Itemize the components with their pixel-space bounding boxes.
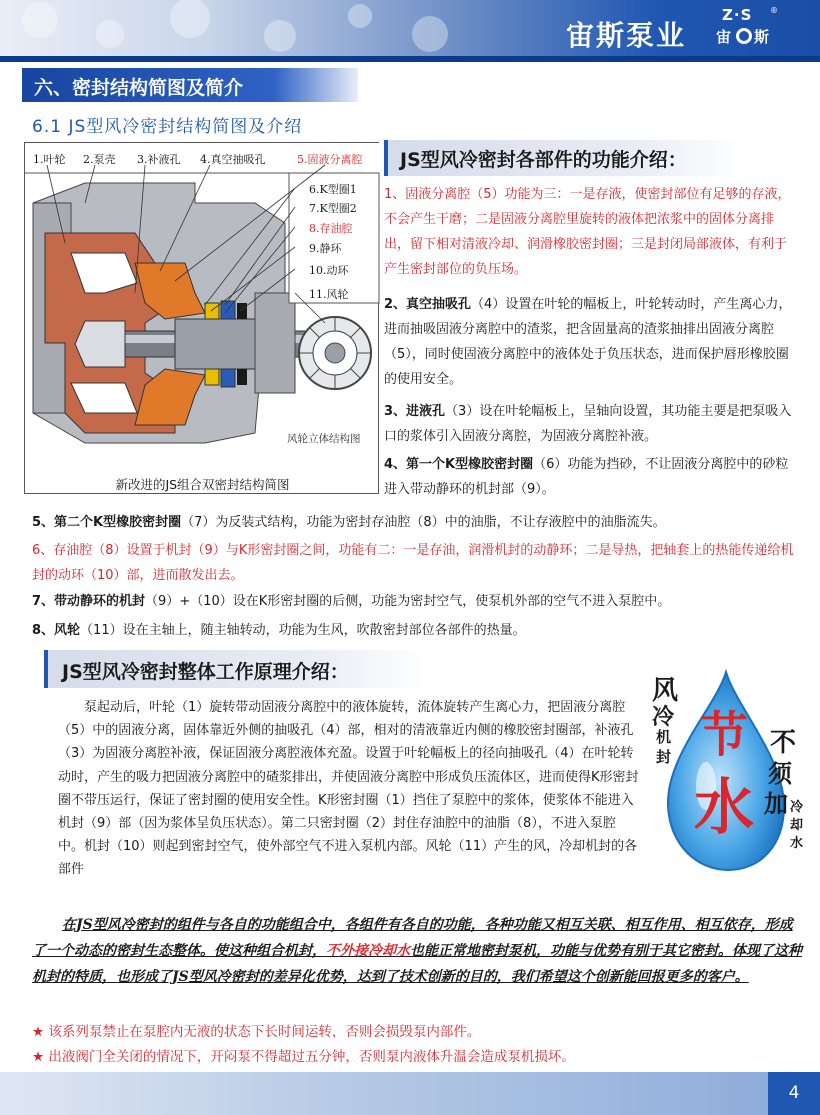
brand-name: 宙斯泵业	[566, 19, 687, 52]
label-oil-chamber: 8.存油腔	[309, 222, 353, 235]
subsection-title: 6.1 JS型风冷密封结构简图及介绍	[32, 117, 303, 137]
function-heading-5: 5、第二个K型橡胶密封圈	[32, 515, 182, 530]
label-solid-liquid-chamber: 5.固液分离腔	[297, 153, 363, 166]
work-principle-body: 泵起动后，叶轮（1）旋转带动固液分离腔中的液体旋转，流体旋转产生离心力，把固液分离腔（5）中的固液分离，固体靠近外侧的抽吸孔（4）部，相对的清液靠近内侧的橡胶密封圈部，补液孔（3）为固液分离腔补液，保证固液分离腔液体充盈。设置于叶轮幅板上的径向抽吸孔（4）在叶轮转动时，产生的吸力把固液分离腔中的碴浆排出，并使固液分离腔中形成负压流体区，进而使得K形密封圈不带压运行，保证了密封圈的使用安全性。K形密封圈（1）挡住了泵腔中的浆体，使浆体不能进入机封（9）部（因为浆体呈负压状态）。第二只密封圈（2）封住存油腔中的油脂（8），不进入泵腔中。机封（10）则起到密封空气，使外部空气不进入泵机内部。风轮（11）产生的风，冷却机封的各部件	[58, 700, 639, 878]
label-impeller: 1.叶轮	[33, 153, 66, 166]
drop-text-cool-2: 却	[790, 818, 804, 833]
function-paragraph-7	[32, 589, 802, 614]
functions-title: JS型风冷密封各部件的功能介绍：	[384, 140, 744, 176]
summary-paragraph	[32, 912, 802, 990]
summary-part-2: 也能正常地密封泵机，功能与优势有别于其它密封。体现了这种机封的特质，也形成了JS型风冷密封的差异化优势，达到了技术创新的目的，我们希望这个创新能回报更多的客户。	[32, 943, 802, 985]
section-title: 六、密封结构简图及简介	[22, 68, 358, 102]
warning-2: ★ 出液阀门全关闭的情况下，开闷泵不得超过五分钟，否则泵内液体升温会造成泵机损坏。	[32, 1049, 575, 1065]
function-paragraph-4	[384, 452, 794, 502]
drop-text-mech-2: 封	[656, 748, 672, 766]
function-paragraph-3	[384, 399, 794, 449]
label-static-ring: 9.静环	[309, 242, 342, 255]
header-stripe	[0, 56, 820, 62]
function-body-5: （7）为反装式结构，功能为密封存油腔（8）中的油脂，不让存液腔中的油脂流失。	[181, 515, 666, 530]
function-body-3: （3）设在叶轮幅板上，呈轴向设置，其功能主要是把泵吸入口的浆体引入固液分离腔，为固液分离腔补液。	[384, 404, 792, 444]
label-fan-wheel: 11.风轮	[309, 288, 349, 301]
label-fill-hole: 3.补液孔	[137, 153, 181, 166]
seal-structure-diagram	[24, 142, 379, 494]
function-body-2: （4）设置在叶轮的幅板上，叶轮转动时，产生离心力，进而抽吸固液分离腔中的渣浆，把含固量高的渣浆抽排出固液分离腔（5），同时使固液分离腔中的液体处于负压状态，进而保护唇形橡胶圈的使用安全。	[384, 297, 792, 387]
label-k-ring-1: 6.K型圈1	[309, 183, 357, 196]
label-dynamic-ring: 10.动环	[309, 264, 349, 277]
diagram-caption: 新改进的JS组合双密封结构简图	[115, 477, 290, 492]
function-heading-4: 4、第一个K型橡胶密封圈	[384, 457, 534, 472]
logo-registered-mark: ®	[770, 6, 778, 15]
function-body-8: （11）设在主轴上，随主轴转动，功能为生风，吹散密封部位各部件的热量。	[80, 623, 526, 638]
fan-wheel-caption: 风轮立体结构图	[287, 433, 361, 445]
function-paragraph-6: 6、存油腔（8）设置于机封（9）与K形密封圈之间，功能有二：一是存油，润滑机封的动静环；二是导热，把轴套上的热能传递给机封的动环（10）部，进而散发出去。	[32, 543, 794, 583]
function-heading-8: 8、风轮	[32, 623, 81, 638]
drop-text-cool-3: 水	[790, 836, 804, 851]
warning-1: ★ 该系列泵禁止在泵腔内无液的状态下长时间运转，否则会损毁泵内部件。	[32, 1024, 481, 1040]
company-logo	[716, 6, 776, 54]
function-paragraph-5	[32, 510, 802, 535]
page-footer	[0, 1072, 820, 1115]
drop-text-wind-1: 风	[652, 676, 679, 706]
function-paragraph-1: 1、固液分离腔（5）功能为三：一是存液，使密封部位有足够的存液，不会产生干磨；二是固液分离腔里旋转的液体把浓浆中的固体分离排出，留下相对清液冷却、润滑橡胶密封圈；三是封闭局部液体，有利于产生密封部位的负压场。	[384, 187, 791, 277]
drop-text-big-2: 水	[694, 773, 754, 843]
drop-text-no-2: 须	[768, 759, 792, 788]
work-principle-title: JS型风冷密封整体工作原理介绍：	[44, 650, 428, 688]
logo-cn-right: 斯	[754, 28, 770, 46]
header-decoration	[0, 0, 480, 56]
function-paragraph-8	[32, 618, 802, 643]
page-number: 4	[768, 1072, 820, 1115]
page-header	[0, 0, 820, 62]
label-vacuum-suction-hole: 4.真空抽吸孔	[200, 153, 266, 166]
logo-cn-left: 宙	[716, 28, 732, 46]
drop-text-wind-2: 冷	[652, 704, 675, 730]
function-heading-2: 2、真空抽吸孔	[384, 297, 472, 312]
drop-text-no-3: 加	[764, 789, 788, 818]
function-body-7: （9）+（10）设在K形密封圈的后侧，功能为密封空气，使泵机外部的空气不进入泵腔中。	[145, 594, 671, 609]
drop-text-no-1: 不	[770, 728, 797, 758]
logo-letters: Z·S	[722, 6, 753, 24]
summary-part-1: 在JS型风冷密封的组件与各自的功能组合中，各组件有各自的功能，各种功能又相互关联、相互作用、相互依存，形成了一个动态的密封生态整体。使这种组合机封，	[32, 917, 793, 959]
drop-text-mech-1: 机	[656, 728, 672, 746]
water-saving-graphic	[646, 666, 806, 876]
function-paragraph-2	[384, 292, 794, 392]
function-body-4: （6）功能为挡砂，不让固液分离腔中的砂粒进入带动静环的机封部（9）。	[384, 457, 789, 497]
label-k-ring-2: 7.K型圈2	[309, 202, 357, 215]
function-heading-7: 7、带动静环的机封	[32, 594, 146, 609]
label-pump-casing: 2.泵壳	[83, 153, 116, 166]
function-heading-3: 3、进液孔	[384, 404, 446, 419]
drop-text-big-1: 节	[700, 707, 749, 763]
summary-highlight: 不外接冷却水	[326, 943, 410, 959]
drop-text-cool-1: 冷	[790, 800, 804, 815]
logo-ring-icon	[736, 28, 752, 44]
